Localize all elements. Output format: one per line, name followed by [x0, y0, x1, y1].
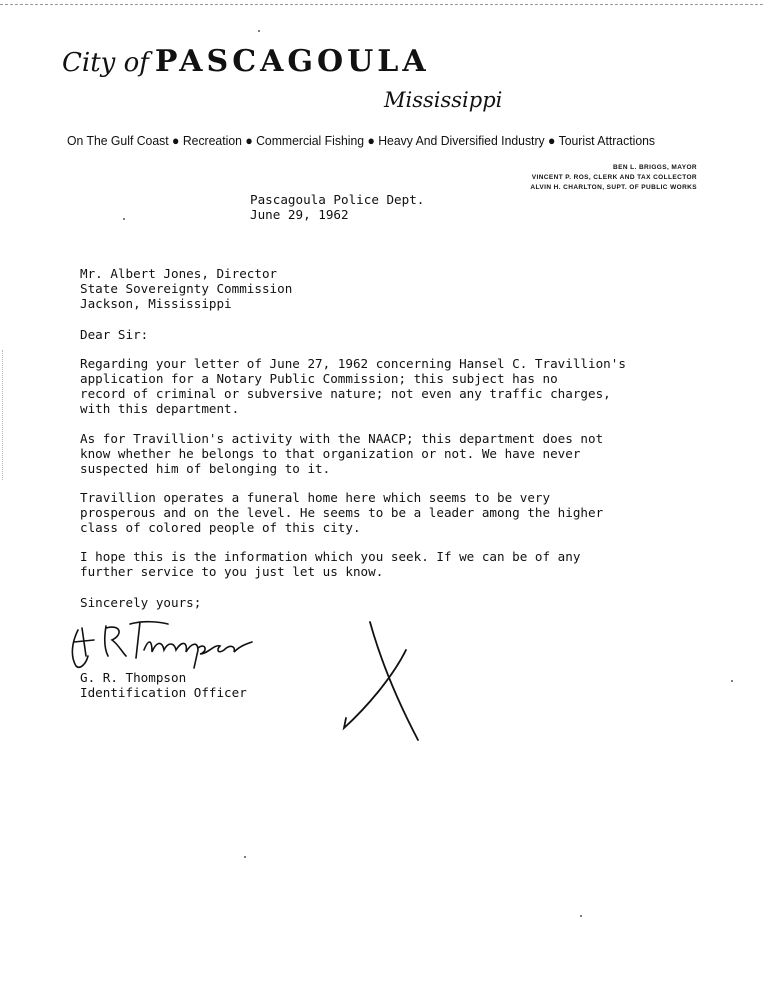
letter-date: June 29, 1962	[250, 207, 349, 222]
official-mayor: BEN L. BRIGGS, MAYOR	[613, 164, 697, 171]
sender-block	[250, 192, 424, 222]
scan-speck	[258, 30, 260, 32]
official-public-works: ALVIN H. CHARLTON, SUPT. OF PUBLIC WORKS	[530, 184, 697, 191]
body-paragraph-2: As for Travillion's activity with the NAACP; this department does not know whether he belongs to that organization or not. We have never suspected him of belonging to it.	[80, 431, 604, 476]
letterhead-state: Mississippi	[384, 88, 503, 112]
body-paragraph-3: Travillion operates a funeral home here which seems to be very prosperous and on the level. He seems to be a leader among the higher class of colored people of this city.	[80, 490, 604, 535]
letterhead-city	[62, 44, 430, 79]
recipient-address	[80, 266, 292, 311]
sender-department: Pascagoula Police Dept.	[250, 192, 425, 207]
signer-title: Identification Officer	[80, 685, 247, 700]
closing: Sincerely yours;	[80, 595, 202, 610]
city-prefix: City of	[62, 48, 149, 78]
recipient-line-3: Jackson, Mississippi	[80, 296, 232, 311]
scan-top-rule	[0, 4, 763, 5]
recipient-line-1: Mr. Albert Jones, Director	[80, 266, 278, 281]
salutation: Dear Sir:	[80, 327, 149, 342]
letterhead-officials	[530, 163, 697, 193]
scan-speck	[123, 218, 125, 220]
letterhead-tagline: On The Gulf Coast ● Recreation ● Commercial Fishing ● Heavy And Diversified Industry ● Tourist Attractions	[67, 133, 656, 148]
handwritten-signature	[64, 612, 284, 672]
scan-left-rule	[2, 350, 3, 480]
hand-drawn-x-mark	[336, 618, 426, 743]
scan-speck	[580, 915, 582, 917]
scan-speck	[731, 680, 733, 682]
signer-name: G. R. Thompson	[80, 670, 187, 685]
city-name: PASCAGOULA	[154, 44, 430, 79]
body-paragraph-4: I hope this is the information which you seek. If we can be of any further service to you just let us know.	[80, 549, 581, 579]
signer-block	[80, 670, 247, 700]
body-paragraph-1: Regarding your letter of June 27, 1962 concerning Hansel C. Travillion's application for a Notary Public Commission; this subject has no record of criminal or subversive nature; not even any traffic charges, with this department.	[80, 356, 626, 416]
scan-speck	[244, 856, 246, 858]
official-clerk: VINCENT P. ROS, CLERK AND TAX COLLECTOR	[531, 174, 697, 181]
recipient-line-2: State Sovereignty Commission	[80, 281, 293, 296]
